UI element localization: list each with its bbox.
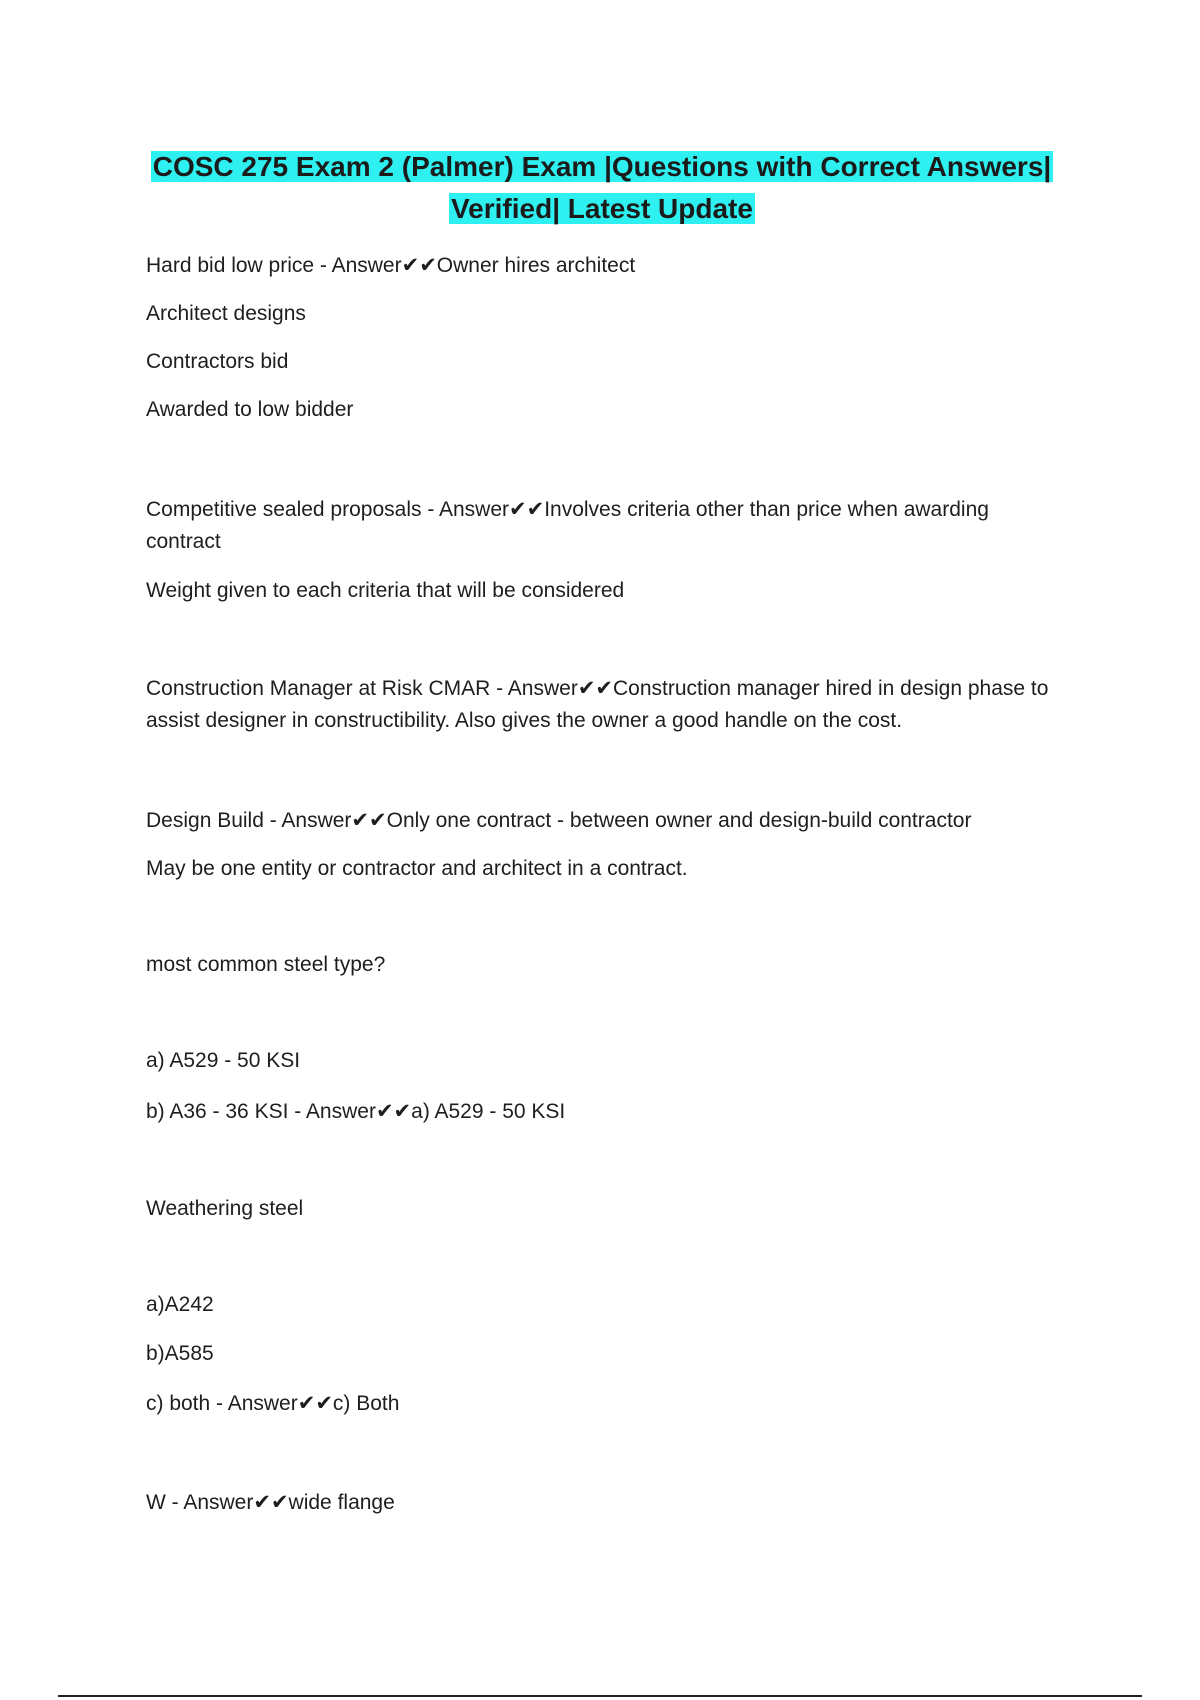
title-line-2: Verified| Latest Update <box>451 193 753 224</box>
option-a: a)A242 <box>146 1293 214 1316</box>
text-line: Architect designs <box>146 302 306 325</box>
text-line: Contractors bid <box>146 350 289 373</box>
answer-hard-bid: Hard bid low price - Answer✔✔Owner hires architect <box>146 254 636 277</box>
text-line: Weight given to each criteria that will be considered <box>146 579 625 602</box>
text-line: Awarded to low bidder <box>146 398 354 421</box>
answer-competitive-sealed-proposals: Competitive sealed proposals - Answer✔✔Involves criteria other than price when awarding contract <box>146 498 989 553</box>
title-line-1: COSC 275 Exam 2 (Palmer) Exam |Questions with Correct Answers| <box>152 151 1052 182</box>
question-weathering-steel: Weathering steel <box>146 1197 304 1220</box>
text-line: May be one entity or contractor and architect in a contract. <box>146 857 688 880</box>
answer-cmar: Construction Manager at Risk CMAR - Answer✔✔Construction manager hired in design phase to assist designer in constructibility. Also gives the owner a good handle on the cost. <box>146 677 1049 732</box>
question-steel-type: most common steel type? <box>146 953 386 976</box>
footer-divider <box>58 1695 1142 1697</box>
option-c-answer: c) both - Answer✔✔c) Both <box>146 1392 400 1415</box>
option-a: a) A529 - 50 KSI <box>146 1049 301 1072</box>
answer-design-build: Design Build - Answer✔✔Only one contract - between owner and design-build contractor <box>146 809 972 832</box>
option-b-answer: b) A36 - 36 KSI - Answer✔✔a) A529 - 50 KSI <box>146 1100 566 1123</box>
document-title <box>146 146 1058 230</box>
answer-w-shape: W - Answer✔✔wide flange <box>146 1491 395 1514</box>
option-b: b)A585 <box>146 1342 214 1365</box>
